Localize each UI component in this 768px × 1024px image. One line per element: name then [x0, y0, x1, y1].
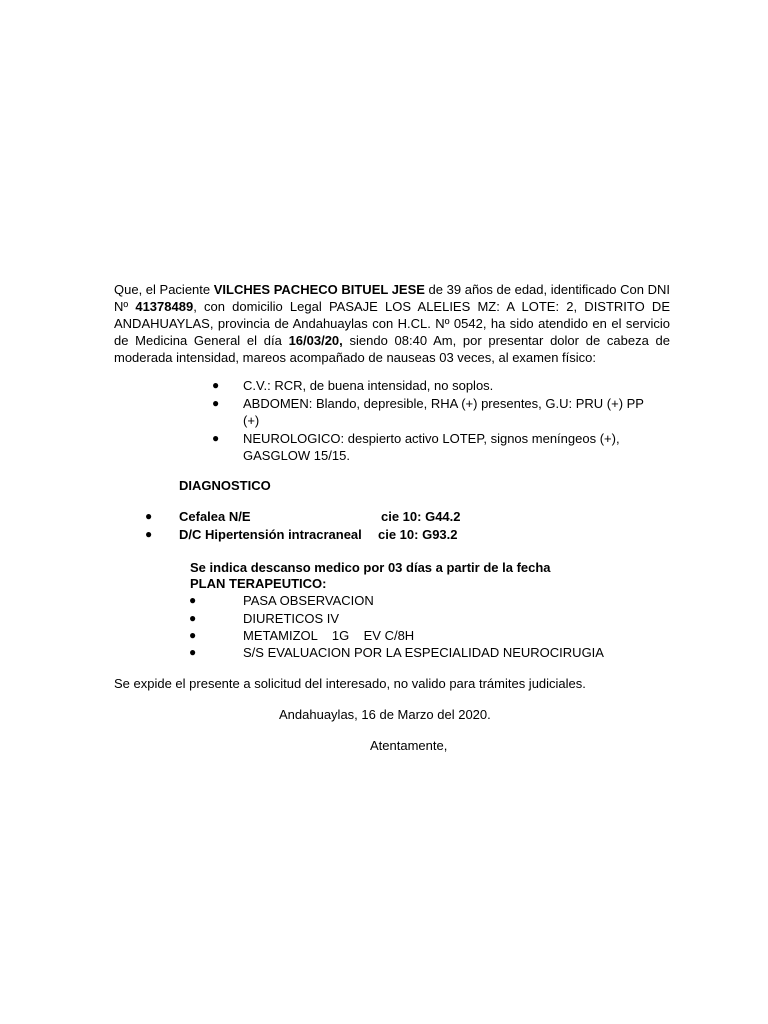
- exam-neuro-line1: NEUROLOGICO: despierto activo LOTEP, signos meníngeos (+),: [243, 431, 620, 446]
- exam-neuro-line2: GASGLOW 15/15.: [243, 448, 350, 463]
- bullet-icon: ●: [189, 611, 197, 625]
- exam-abdomen-line2: (+): [243, 413, 260, 428]
- diagnosis-name-1: Cefalea N/E: [179, 509, 251, 524]
- bullet-icon: ●: [189, 628, 197, 642]
- bullet-icon: ●: [189, 593, 197, 607]
- bullet-icon: ●: [212, 431, 220, 445]
- intro-text-3: , con domicilio Legal: [193, 299, 329, 314]
- intro-text-4: , provincia de Andahuaylas con H.CL. Nº 0542, ha sido atendido en el servicio de Medicina General el día: [114, 316, 670, 348]
- plan-item-2: DIURETICOS IV: [243, 611, 340, 626]
- rest-indication: Se indica descanso medico por 03 días a partir de la fecha: [190, 560, 551, 575]
- exam-abdomen-line1: ABDOMEN: Blando, depresible, RHA (+) presentes, G.U: PRU (+) PP: [243, 396, 644, 411]
- intro-text-5: siendo 08:40 Am, por presentar dolor de cabeza de moderada intensidad, mareos acompañado de nauseas 03 veces, al examen físico:: [114, 333, 671, 365]
- plan-title: PLAN TERAPEUTICO:: [190, 576, 327, 591]
- diagnosis-name-2: D/C Hipertensión intracraneal: [179, 527, 362, 542]
- bullet-icon: ●: [212, 378, 220, 392]
- diagnosis-code-2: cie 10: G93.2: [378, 527, 458, 542]
- bullet-icon: ●: [145, 527, 153, 541]
- bullet-icon: ●: [212, 396, 220, 410]
- closing-statement: Se expide el presente a solicitud del interesado, no valido para trámites judiciales.: [114, 676, 586, 691]
- intro-text-2: de 39 años de edad, identificado Con DNI Nº: [114, 282, 670, 314]
- patient-address: PASAJE LOS ALELIES MZ: A LOTE: 2, DISTRITO DE ANDAHUAYLAS: [114, 299, 670, 331]
- intro-paragraph: [114, 281, 670, 366]
- intro-text-1: Que, el Paciente: [114, 282, 214, 297]
- plan-item-4: S/S EVALUACION POR LA ESPECIALIDAD NEUROCIRUGIA: [243, 645, 604, 660]
- place-date: Andahuaylas, 16 de Marzo del 2020.: [279, 707, 491, 722]
- diagnosis-title: DIAGNOSTICO: [179, 478, 271, 493]
- attention-date: 16/03/20,: [288, 333, 343, 348]
- bullet-icon: ●: [145, 509, 153, 523]
- patient-dni: 41378489: [135, 299, 194, 314]
- exam-cv: C.V.: RCR, de buena intensidad, no soplos.: [243, 378, 494, 393]
- diagnosis-code-1: cie 10: G44.2: [381, 509, 461, 524]
- plan-item-3: METAMIZOL 1G EV C/8H: [243, 628, 415, 643]
- patient-name: VILCHES PACHECO BITUEL JESE: [213, 282, 425, 297]
- signoff: Atentamente,: [370, 738, 448, 753]
- bullet-icon: ●: [189, 645, 197, 659]
- plan-item-1: PASA OBSERVACION: [243, 593, 374, 608]
